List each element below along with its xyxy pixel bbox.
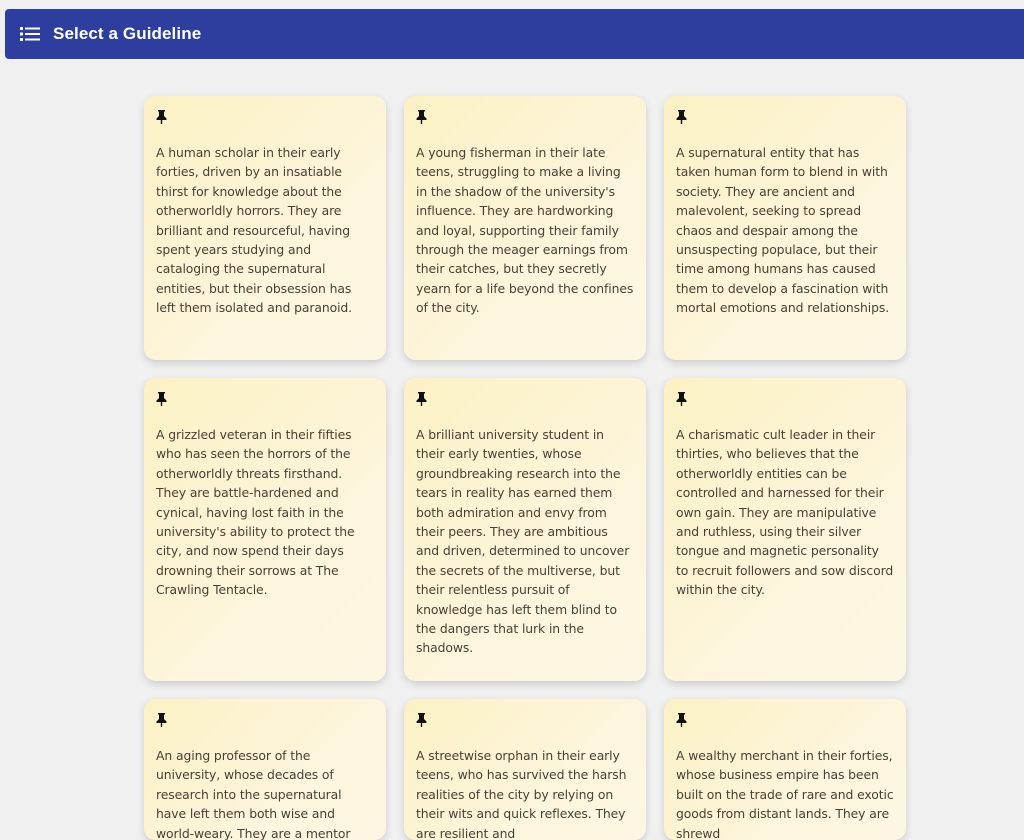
guideline-text: An aging professor of the university, whose decades of research into the supernatural have left them both wise and world-weary. They are a mentor [156,748,351,840]
pushpin-icon [676,713,687,727]
guideline-text: A grizzled veteran in their fifties who has seen the horrors of the otherworldly threats firsthand. They are battle-hardened and cynical, having lost faith in the university's ability to protect the city, and now spend their days drowning their sorrows at The Crawling Tentacle. [156,427,355,598]
guideline-card[interactable] [404,378,646,681]
pushpin-icon [156,110,167,124]
guideline-text: A young fisherman in their late teens, struggling to make a living in the shadow of the university's influence. They are hardworking and loyal, supporting their family through the meager earnings from their catches, but they secretly yearn for a life beyond the confines of the city. [416,145,634,316]
pushpin-icon [156,713,167,727]
pushpin-icon [156,392,167,406]
top-header-bar [5,9,1024,59]
guideline-card[interactable] [664,699,906,840]
guideline-card[interactable] [404,96,646,360]
pushpin-icon [676,110,687,124]
guideline-text: A streetwise orphan in their early teens, who has survived the harsh realities of the city by relying on their wits and quick reflexes. They are resilient and [416,748,627,840]
guideline-card[interactable] [144,699,386,840]
guideline-card[interactable] [664,378,906,681]
list-icon [20,26,40,42]
pushpin-icon [416,110,427,124]
guideline-text: A human scholar in their early forties, driven by an insatiable thirst for knowledge about the otherworldly horrors. They are brilliant and resourceful, having spent years studying and cataloging the supernatural entities, but their obsession has left them isolated and paranoid. [156,145,353,316]
guideline-text: A wealthy merchant in their forties, whose business empire has been built on the trade of rare and exotic goods from distant lands. They are shrewd [676,748,894,840]
guideline-text: A supernatural entity that has taken human form to blend in with society. They are ancient and malevolent, seeking to spread chaos and despair among the unsuspecting populace, but their time among humans has caused them to develop a fascination with mortal emotions and relationships. [676,145,890,316]
guideline-text: A charismatic cult leader in their thirties, who believes that the otherworldly entities can be controlled and harnessed for their own gain. They are manipulative and ruthless, using their silver tongue and magnetic personality to recruit followers and sow discord within the city. [676,427,894,598]
guideline-text: A brilliant university student in their early twenties, whose groundbreaking research into the tears in reality has earned them both admiration and envy from their peers. They are ambitious and driven, determined to uncover the secrets of the multiverse, but their relentless pursuit of knowledge has left them blind to the dangers that lurk in the shadows. [416,427,630,656]
guideline-card[interactable] [404,699,646,840]
pushpin-icon [416,392,427,406]
guideline-card[interactable] [664,96,906,360]
guideline-card[interactable] [144,378,386,681]
guideline-card[interactable] [144,96,386,360]
pushpin-icon [676,392,687,406]
page-title: Select a Guideline [53,24,202,43]
pushpin-icon [416,713,427,727]
